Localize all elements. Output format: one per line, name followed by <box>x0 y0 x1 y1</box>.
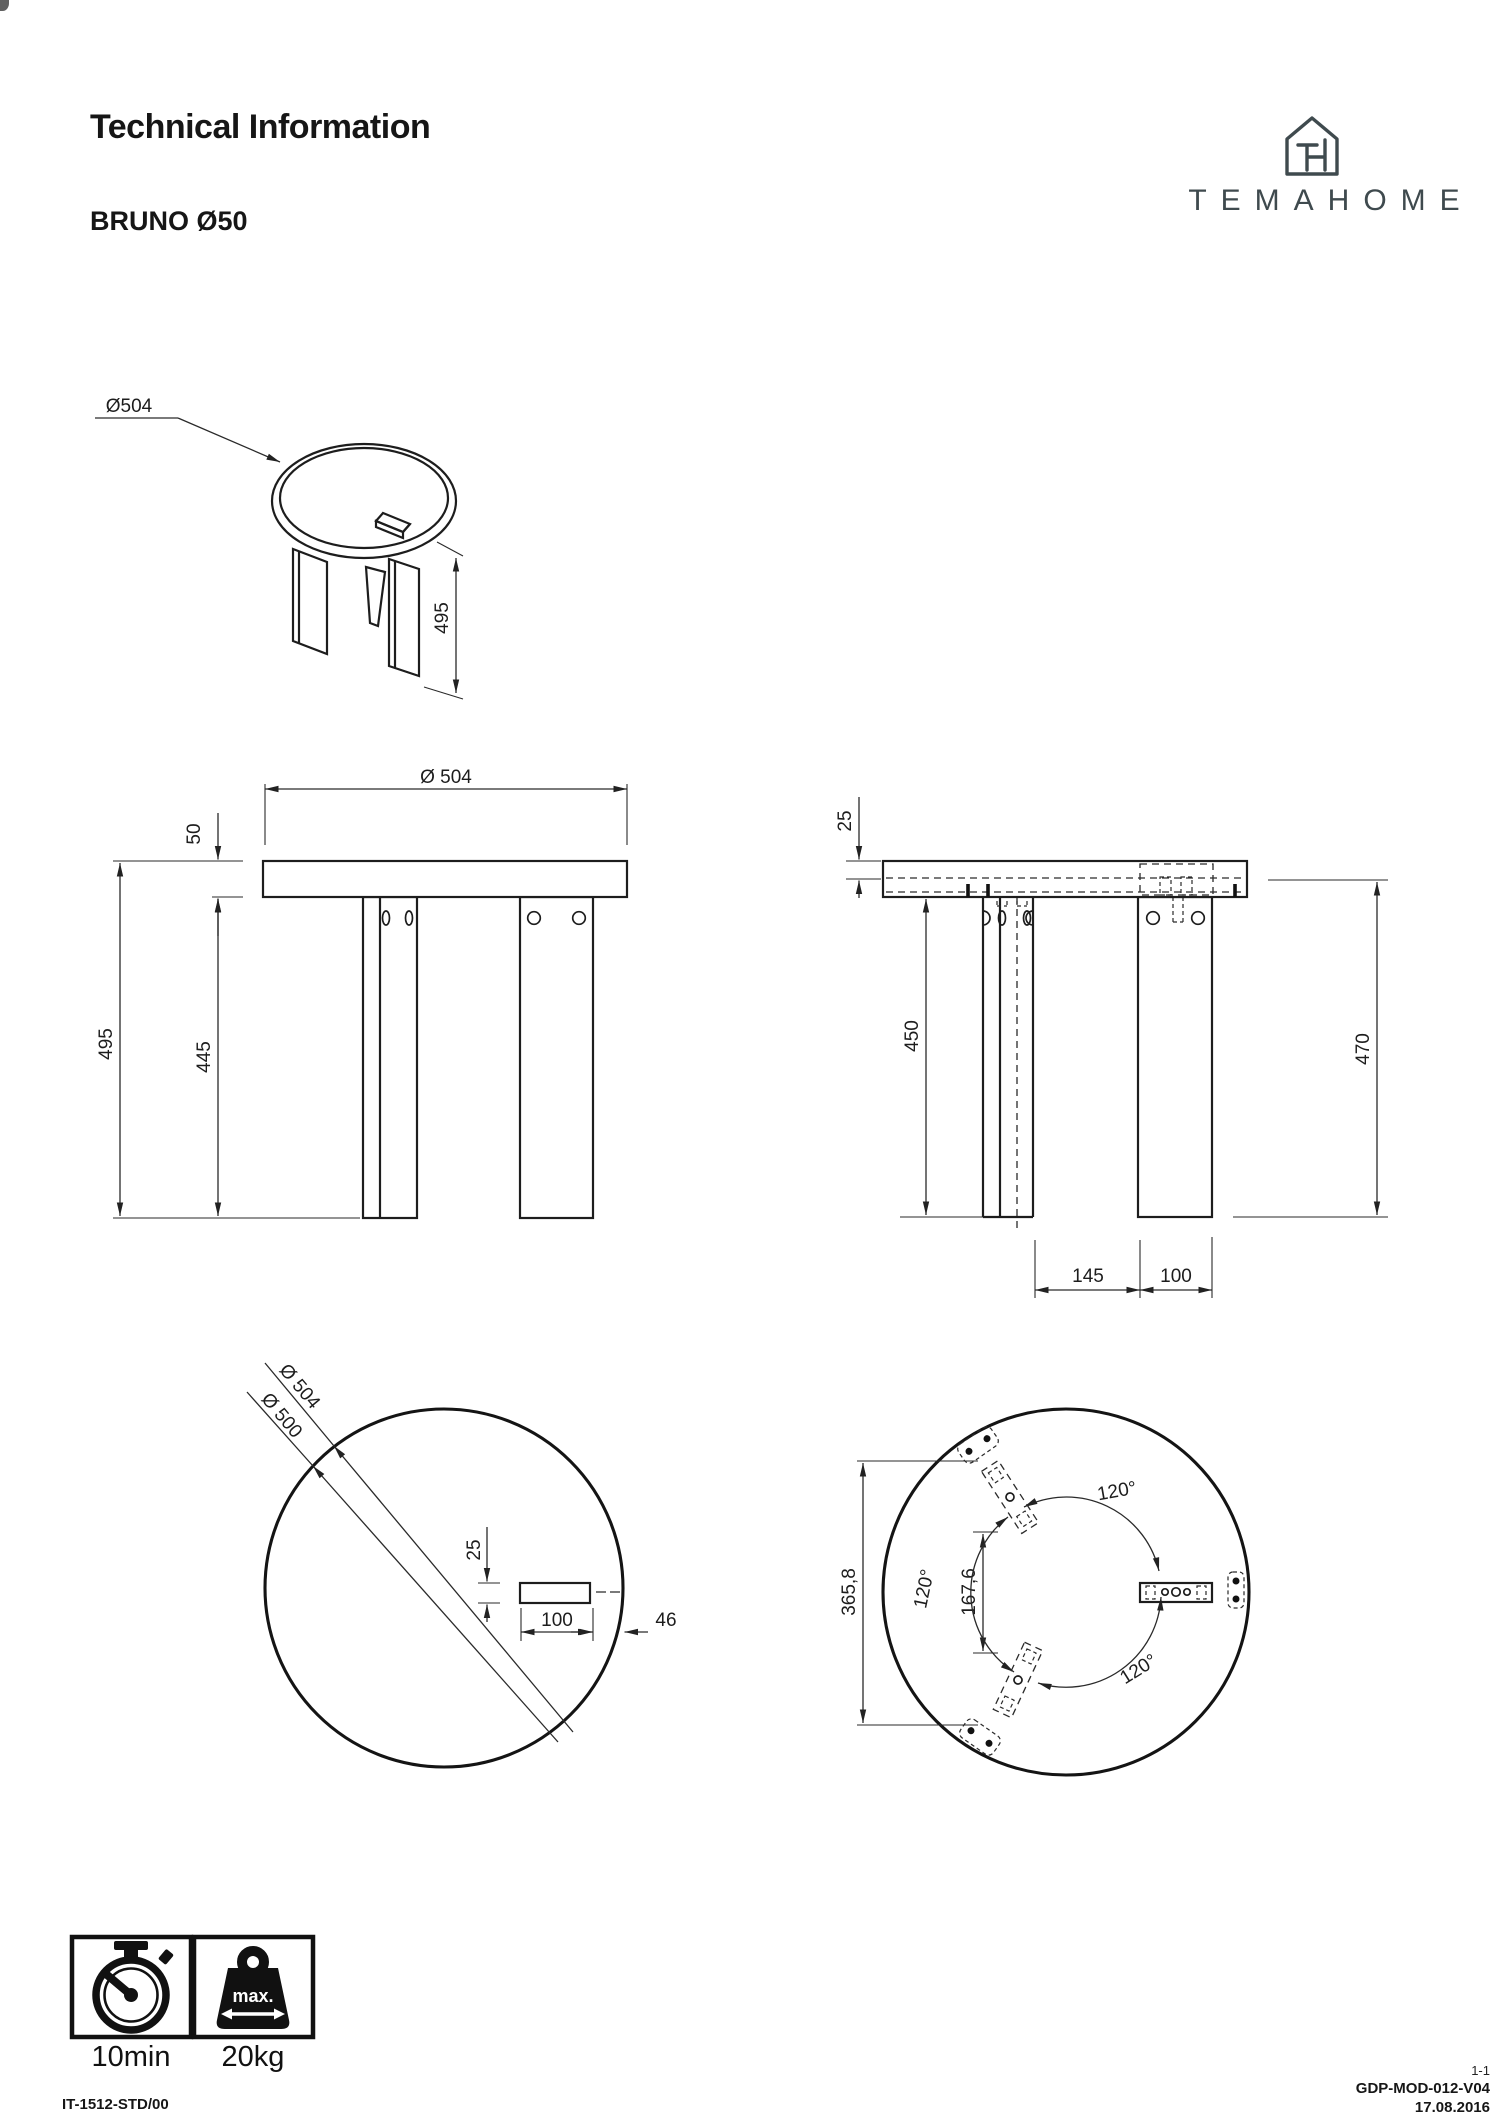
iso-diameter-label: Ø504 <box>105 396 153 417</box>
product-name: BRUNO Ø50 <box>90 206 248 236</box>
max-load-value-label: 20kg <box>221 2041 285 2073</box>
side-leg-height-label: 450 <box>902 1020 924 1052</box>
document-code: IT-1512-STD/00 <box>62 2096 169 2113</box>
underside-inner-span-label: 167,6 <box>959 1568 981 1616</box>
template-code: GDP-MOD-012-V04 <box>1355 2080 1490 2098</box>
sheet-number: 1-1 <box>1471 2063 1490 2078</box>
front-height-label: 495 <box>96 1028 118 1060</box>
footer-right-block <box>1090 2062 1490 2116</box>
top-slot-width-label: 25 <box>464 1539 486 1561</box>
mount-plate-bottom-left <box>957 1717 1002 1758</box>
side-view <box>835 797 1388 1298</box>
iso-height-label: 495 <box>432 602 454 634</box>
max-load-badge <box>194 1937 313 2073</box>
front-thickness-label: 50 <box>184 823 206 845</box>
mount-plate-right <box>1228 1572 1244 1608</box>
top-plan-view <box>247 1360 677 1767</box>
assembly-time-badge <box>72 1937 191 2073</box>
hidden-leg-top-left <box>981 1461 1038 1534</box>
front-view <box>96 767 627 1218</box>
front-leg-height-label: 445 <box>194 1041 216 1073</box>
isometric-view <box>95 396 463 699</box>
brand-name: TEMAHOME <box>1188 184 1474 217</box>
side-leg-width-label: 100 <box>1160 1266 1192 1287</box>
underside-span-label: 365,8 <box>839 1568 861 1616</box>
underside-angle-top-label: 120° <box>1095 1477 1139 1506</box>
assembly-time-label: 10min <box>91 2041 171 2073</box>
underside-angle-bottom-label: 120° <box>1116 1650 1161 1689</box>
hidden-leg-bottom-left <box>993 1642 1042 1718</box>
stopwatch-icon <box>96 1941 174 2030</box>
underside-plan-view <box>839 1409 1249 1775</box>
top-outer-diameter-label: Ø 504 <box>274 1360 325 1414</box>
side-leg-spacing-label: 145 <box>1072 1266 1104 1287</box>
document-date: 17.08.2016 <box>1414 2098 1490 2116</box>
weight-icon <box>217 1951 290 2029</box>
max-label: max. <box>232 1986 274 2006</box>
underside-angle-left-label: 120° <box>910 1567 939 1611</box>
top-surface-diameter-label: Ø 500 <box>256 1389 307 1443</box>
top-edge-distance-label: 46 <box>655 1610 677 1631</box>
side-underside-height-label: 470 <box>1353 1033 1375 1065</box>
page-title: Technical Information <box>90 108 431 146</box>
side-top-layer-label: 25 <box>835 810 857 832</box>
front-diameter-label: Ø 504 <box>420 767 472 788</box>
top-slot-length-label: 100 <box>541 1610 573 1631</box>
